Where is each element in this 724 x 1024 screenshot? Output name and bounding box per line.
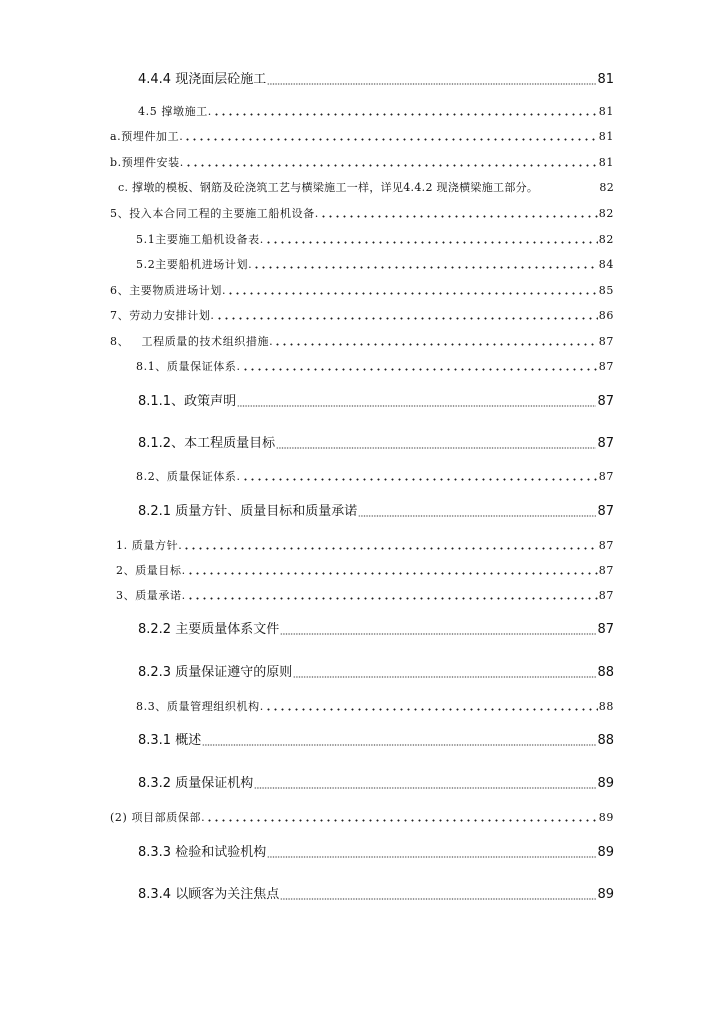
toc-entry-page: 81 xyxy=(597,72,614,87)
dot-leader xyxy=(265,708,598,711)
toc-entry-title: 8.3、质量管理组织机构. xyxy=(136,700,264,713)
toc-entry-8-1-1[interactable] xyxy=(138,394,614,410)
dot-leader xyxy=(216,317,598,320)
toc-entry-8-2-1[interactable] xyxy=(138,504,614,520)
toc-entry-title: 4.5 撑墩施工. xyxy=(138,105,212,118)
toc-entry-quality-goal[interactable] xyxy=(116,564,614,578)
toc-entry-title: 8.1.2、本工程质量目标 xyxy=(138,436,276,451)
toc-entry-page: 87 xyxy=(597,504,614,519)
toc-entry-page: 82 xyxy=(599,181,614,194)
toc-entry-page: 89 xyxy=(598,811,614,824)
toc-entry-page: 87 xyxy=(597,622,614,637)
dot-leader xyxy=(280,633,596,635)
toc-entry-quality-policy[interactable] xyxy=(116,539,614,553)
toc-entry-title: 8.3.2 质量保证机构 xyxy=(138,776,254,791)
dot-leader xyxy=(227,292,598,295)
dot-leader xyxy=(185,164,598,167)
toc-entry-5[interactable] xyxy=(110,207,614,221)
toc-entry-page: 82 xyxy=(598,207,614,220)
toc-entry-8-3-2[interactable] xyxy=(138,776,614,792)
toc-entry-page: 89 xyxy=(597,776,614,791)
toc-entry-8-1[interactable] xyxy=(136,360,614,374)
toc-entry-page: 82 xyxy=(598,233,614,246)
dot-leader xyxy=(280,898,596,900)
toc-entry-page: 87 xyxy=(598,360,614,373)
toc-entry-title: 5、投入本合同工程的主要施工船机设备. xyxy=(110,207,319,220)
dot-leader xyxy=(253,266,598,269)
toc-entry-5-1[interactable] xyxy=(136,233,614,247)
toc-entry-page: 89 xyxy=(597,845,614,860)
toc-entry-quality-commitment[interactable] xyxy=(116,589,614,603)
toc-entry-4-4-4[interactable] xyxy=(138,72,614,88)
dot-leader xyxy=(242,368,598,371)
toc-entry-title: 7、劳动力安排计划. xyxy=(110,309,215,322)
dot-leader xyxy=(293,676,596,678)
toc-entry-title: 3、质量承诺. xyxy=(116,589,186,602)
toc-entry-title: c. 撑墩的模板、钢筋及砼浇筑工艺与横梁施工一样，详见4.4.2 现浇横梁施工部分。 xyxy=(118,181,539,194)
toc-entry-page: 87 xyxy=(598,470,614,483)
dot-leader xyxy=(267,83,596,85)
dot-leader xyxy=(202,744,596,746)
dot-leader xyxy=(320,215,598,218)
toc-entry-title: 8.2、质量保证体系. xyxy=(136,470,241,483)
toc-entry-page: 84 xyxy=(598,258,614,271)
toc-entry-page: 81 xyxy=(598,130,614,143)
toc-entry-page: 88 xyxy=(598,700,614,713)
toc-entry-title: 8.3.3 检验和试验机构 xyxy=(138,845,267,860)
toc-entry-4-5[interactable] xyxy=(138,105,614,119)
toc-entry-6[interactable] xyxy=(110,284,614,298)
dot-leader xyxy=(539,189,598,192)
toc-entry-5-2[interactable] xyxy=(136,258,614,272)
toc-entry-8-3-3[interactable] xyxy=(138,845,614,861)
toc-entry-8-2[interactable] xyxy=(136,470,614,484)
toc-entry-title: 8.2.3 质量保证遵守的原则 xyxy=(138,665,293,680)
toc-entry-8-2-2[interactable] xyxy=(138,622,614,638)
dot-leader xyxy=(276,447,596,449)
toc-entry-title: 5.2主要船机进场计划. xyxy=(136,258,253,271)
toc-entry-8[interactable] xyxy=(110,335,614,349)
toc-entry-title: 8.3.1 概述 xyxy=(138,733,202,748)
toc-entry-title: 8.2.2 主要质量体系文件 xyxy=(138,622,280,637)
toc-entry-8-2-3[interactable] xyxy=(138,665,614,681)
toc-entry-8-1-2[interactable] xyxy=(138,436,614,452)
dot-leader xyxy=(187,597,598,600)
dot-leader xyxy=(358,515,596,517)
toc-entry-page: 87 xyxy=(597,436,614,451)
toc-entry-project-qa-dept[interactable] xyxy=(110,811,614,825)
dot-leader xyxy=(206,819,598,822)
toc-entry-title: 4.4.4 现浇面层砼施工 xyxy=(138,72,267,87)
toc-entry-page: 81 xyxy=(598,105,614,118)
toc-entry-page: 88 xyxy=(597,733,614,748)
toc-entry-c[interactable] xyxy=(118,181,614,195)
toc-entry-title: 8.1、质量保证体系. xyxy=(136,360,241,373)
toc-entry-page: 89 xyxy=(597,887,614,902)
dot-leader xyxy=(254,787,596,789)
toc-entry-title: 8.3.4 以顾客为关注焦点 xyxy=(138,887,280,902)
toc-entry-7[interactable] xyxy=(110,309,614,323)
toc-entry-title: 6、主要物质进场计划. xyxy=(110,284,227,297)
toc-entry-page: 87 xyxy=(597,394,614,409)
toc-entry-title: 8.1.1、政策声明 xyxy=(138,394,237,409)
dot-leader xyxy=(274,343,598,346)
dot-leader xyxy=(187,572,598,575)
dot-leader xyxy=(242,478,598,481)
toc-entry-page: 86 xyxy=(598,309,614,322)
toc-entry-title: (2) 项目部质保部. xyxy=(110,811,206,824)
toc-entry-title: a.预埋件加工. xyxy=(110,130,184,143)
dot-leader xyxy=(184,138,597,141)
dot-leader xyxy=(183,547,598,550)
toc-entry-a[interactable] xyxy=(110,130,614,144)
toc-entry-b[interactable] xyxy=(110,156,614,170)
toc-entry-page: 85 xyxy=(598,284,614,297)
toc-entry-title: b.预埋件安装. xyxy=(110,156,184,169)
toc-entry-title: 5.1主要施工船机设备表. xyxy=(136,233,264,246)
toc-entry-8-3[interactable] xyxy=(136,700,614,714)
toc-entry-title: 1. 质量方针. xyxy=(116,539,183,552)
toc-entry-page: 81 xyxy=(598,156,614,169)
toc-entry-page: 88 xyxy=(597,665,614,680)
toc-entry-8-3-1[interactable] xyxy=(138,733,614,749)
dot-leader xyxy=(237,405,596,407)
toc-entry-8-3-4[interactable] xyxy=(138,887,614,903)
dot-leader xyxy=(267,856,596,858)
toc-entry-page: 87 xyxy=(598,589,614,602)
toc-entry-page: 87 xyxy=(598,564,614,577)
toc-entry-title: 8.2.1 质量方针、质量目标和质量承诺 xyxy=(138,504,358,519)
toc-entry-title: 2、质量目标. xyxy=(116,564,186,577)
toc-entry-page: 87 xyxy=(598,335,614,348)
dot-leader xyxy=(213,113,598,116)
dot-leader xyxy=(265,241,598,244)
toc-entry-title: 8、 工程质量的技术组织措施. xyxy=(110,335,274,348)
toc-entry-page: 87 xyxy=(598,539,614,552)
